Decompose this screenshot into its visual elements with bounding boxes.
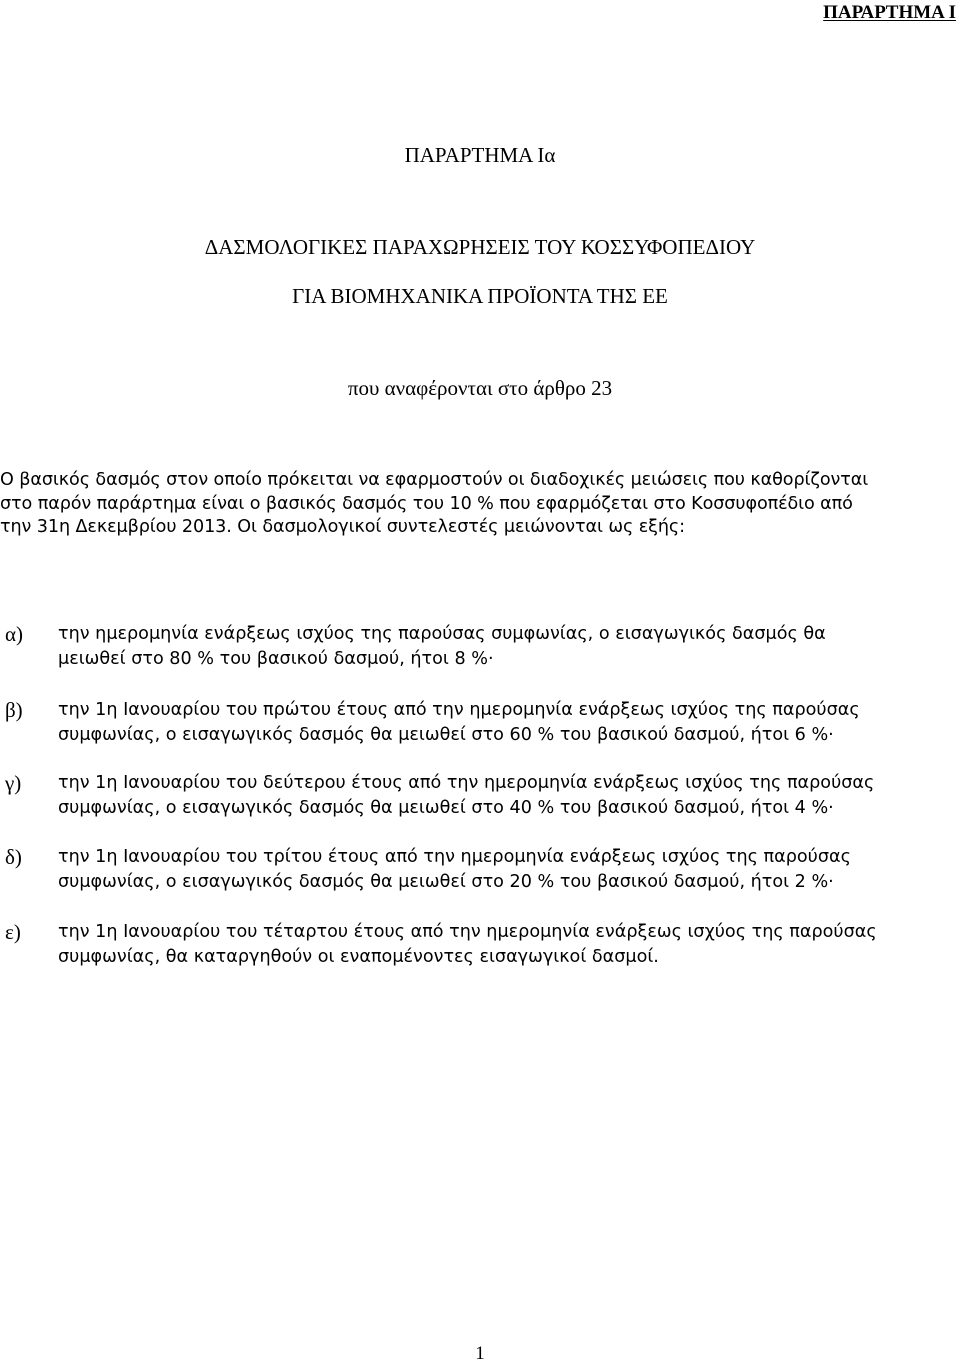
item-line: μειωθεί στο 80 % του βασικού δασμού, ήτοι 8 %· [58,648,494,669]
item-text [58,771,958,820]
item-line: την 1η Ιανουαρίου του τέταρτου έτους από την ημερομηνία ενάρξεως ισχύος της παρούσας [58,922,877,942]
item-text [58,845,958,894]
item-line: την 1η Ιανουαρίου του δεύτερου έτους από την ημερομηνία ενάρξεως ισχύος της παρούσας [58,773,875,793]
intro-paragraph [0,469,960,540]
item-line: συμφωνίας, ο εισαγωγικός δασμός θα μειωθεί στο 40 % του βασικού δασμού, ήτοι 4 %· [58,797,834,818]
page-number: 1 [475,1343,485,1364]
intro-line: στο παρόν παράρτημα είναι ο βασικός δασμός του 10 % που εφαρμόζεται στο Κοσσυφοπέδιο από [0,493,853,514]
item-label: α) [5,622,23,646]
item-line: συμφωνίας, ο εισαγωγικός δασμός θα μειωθεί στο 20 % του βασικού δασμού, ήτοι 2 %· [58,871,834,892]
item-line: την 1η Ιανουαρίου του τρίτου έτους από την ημερομηνία ενάρξεως ισχύος της παρούσας [58,847,851,867]
heading-line-2: ΓΙΑ ΒΙΟΜΗΧΑΝΙΚΑ ΠΡΟΪΟΝΤΑ ΤΗΣ ΕΕ [292,284,668,308]
item-line: συμφωνίας, ο εισαγωγικός δασμός θα μειωθεί στο 60 % του βασικού δασμού, ήτοι 6 %· [58,724,834,745]
annex-title: ΠΑΡΑΡΤΗΜΑ Ια [404,143,556,167]
item-text [58,920,958,969]
item-label: δ) [5,845,22,869]
item-label: ε) [5,920,21,944]
item-label: γ) [5,771,22,795]
intro-line: Ο βασικός δασμός στον οποίο πρόκειται να εφαρμοστούν οι διαδοχικές μειώσεις που καθορίζονται [0,470,869,490]
item-line: την ημερομηνία ενάρξεως ισχύος της παρούσας συμφωνίας, ο εισαγωγικός δασμός θα [58,624,826,644]
item-text [58,622,958,671]
article-reference: που αναφέρονται στο άρθρο 23 [347,376,613,400]
item-label: β) [5,698,23,722]
annex-header: ΠΑΡΑΡΤΗΜΑ Ι [823,2,956,23]
item-line: την 1η Ιανουαρίου του πρώτου έτους από την ημερομηνία ενάρξεως ισχύος της παρούσας [58,700,860,720]
intro-line: την 31η Δεκεμβρίου 2013. Οι δασμολογικοί συντελεστές μειώνονται ως εξής: [0,517,685,538]
item-text [58,698,958,747]
heading-line-1: ΔΑΣΜΟΛΟΓΙΚΕΣ ΠΑΡΑΧΩΡΗΣΕΙΣ ΤΟΥ ΚΟΣΣΥΦΟΠΕΔΙΟΥ [204,235,756,259]
item-line: συμφωνίας, θα καταργηθούν οι εναπομένοντες εισαγωγικοί δασμοί. [58,946,659,967]
